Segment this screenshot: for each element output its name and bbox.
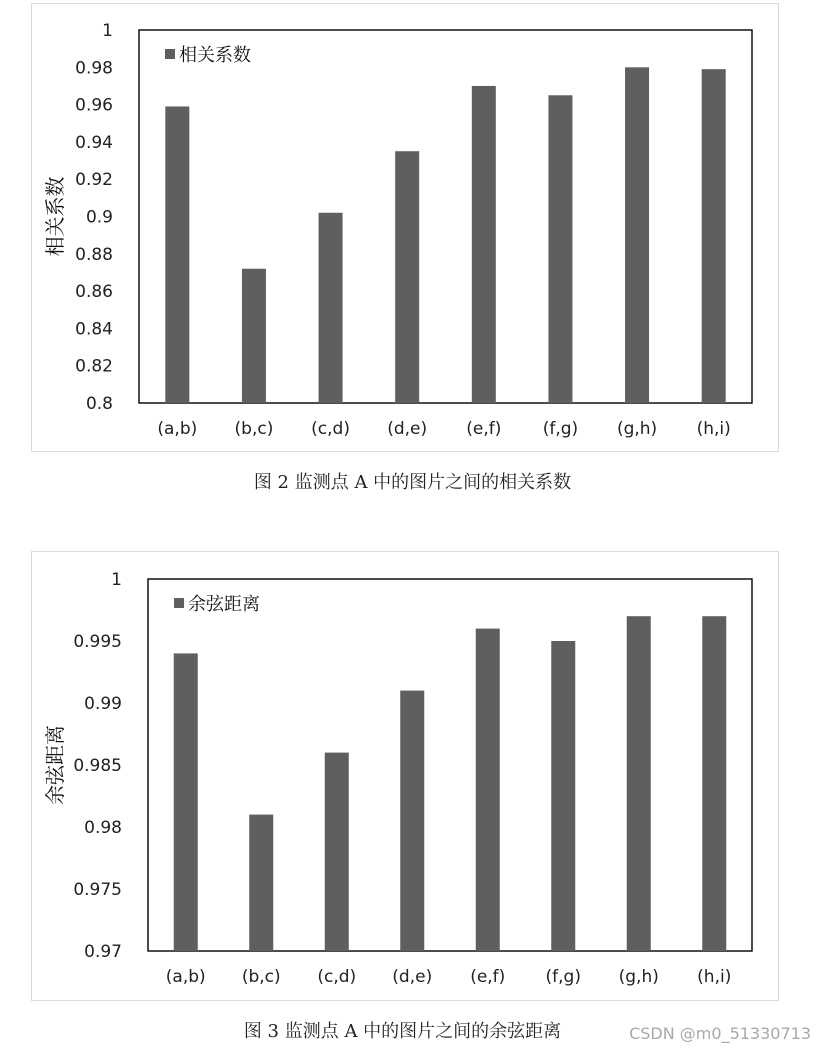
chart-2-bar bbox=[627, 616, 651, 951]
chart-2-x-tick-label: (b,c) bbox=[241, 967, 281, 987]
chart-1-x-tick-label: (g,h) bbox=[616, 419, 658, 439]
chart-1-x-tick-label: (f,g) bbox=[542, 419, 579, 439]
chart-2-x-tick-label: (c,d) bbox=[317, 967, 357, 987]
chart-1-y-tick-label: 0.86 bbox=[75, 282, 113, 303]
chart-1-x-tick-label: (a,b) bbox=[157, 419, 198, 439]
chart-1-x-tick-label: (c,d) bbox=[311, 419, 350, 439]
figure-3-caption: 图 3 监测点 A 中的图片之间的余弦距离 bbox=[243, 1021, 562, 1042]
chart-2-x-tick-label: (f,g) bbox=[545, 967, 581, 987]
chart-2-plot-border bbox=[148, 579, 752, 951]
chart-1-x-tick-label: (d,e) bbox=[387, 419, 428, 439]
chart-1-x-tick-label: (e,f) bbox=[466, 419, 502, 439]
chart-2-bar bbox=[174, 653, 198, 951]
chart-2-x-tick-label: (e,f) bbox=[470, 967, 506, 987]
chart-1-y-tick-label: 0.94 bbox=[75, 132, 113, 153]
chart-1-y-tick-label: 0.84 bbox=[75, 319, 113, 340]
chart-2-x-tick-label: (g,h) bbox=[618, 967, 659, 987]
chart-1-x-tick-label: (b,c) bbox=[234, 419, 274, 439]
chart-2-legend-label: 余弦距离 bbox=[188, 594, 260, 615]
chart-1-y-tick-label: 0.82 bbox=[75, 356, 113, 377]
chart-2-y-tick-label: 0.97 bbox=[84, 942, 122, 962]
figure-2-caption: 图 2 监测点 A 中的图片之间的相关系数 bbox=[253, 472, 572, 493]
chart-2-y-tick-label: 0.975 bbox=[73, 880, 122, 900]
chart-2-y-tick-label: 1 bbox=[111, 570, 122, 590]
chart-2-y-tick-label: 0.99 bbox=[84, 694, 122, 714]
chart-1-y-tick-label: 0.92 bbox=[75, 170, 113, 191]
chart-2-x-tick-label: (d,e) bbox=[392, 967, 433, 987]
chart-2-y-tick-label: 0.985 bbox=[73, 756, 122, 776]
chart-2-x-tick-label: (a,b) bbox=[165, 967, 206, 987]
chart-2-y-axis-label: 余弦距离 bbox=[43, 725, 67, 805]
chart-2-bar bbox=[325, 753, 349, 951]
csdn-watermark: CSDN @m0_51330713 bbox=[629, 1024, 811, 1043]
chart-1-y-tick-label: 0.8 bbox=[85, 394, 113, 414]
chart-2-bar bbox=[551, 641, 575, 951]
chart-2-bar bbox=[476, 629, 500, 951]
chart-1-legend-label: 相关系数 bbox=[179, 45, 251, 66]
chart-2-bar bbox=[702, 616, 726, 951]
chart-2-y-tick-label: 0.98 bbox=[84, 818, 122, 838]
chart-2-y-tick-label: 0.995 bbox=[73, 632, 122, 652]
chart-1-y-tick-label: 0.96 bbox=[75, 95, 113, 116]
chart-2-bar bbox=[249, 815, 273, 951]
chart-1-y-tick-label: 0.88 bbox=[75, 244, 113, 265]
chart-1-x-tick-label: (h,i) bbox=[696, 419, 731, 439]
chart-1-y-tick-label: 0.98 bbox=[75, 58, 113, 79]
chart-2-legend-swatch bbox=[174, 598, 184, 608]
chart-1-y-tick-label: 0.9 bbox=[85, 207, 113, 228]
chart-1-y-axis-label: 相关系数 bbox=[43, 176, 67, 257]
chart-1-y-tick-label: 1 bbox=[102, 21, 113, 41]
chart-2-bar bbox=[400, 691, 424, 951]
chart-2-x-tick-label: (h,i) bbox=[697, 967, 732, 987]
